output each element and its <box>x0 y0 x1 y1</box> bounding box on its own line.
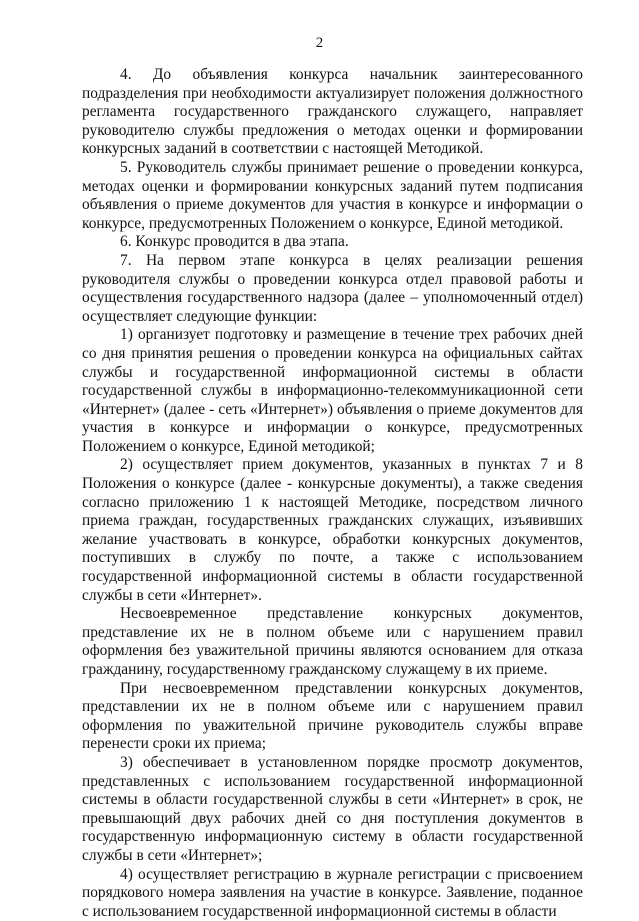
paragraph-7: 7. На первом этапе конкурса в целях реализации решения руководителя службы о проведении конкурса отдел правовой работы и осуществления государственного надзора (далее – уполномоченный отдел) осуществляет следующие функции: <box>82 251 583 325</box>
paragraph-6: 6. Конкурс проводится в два этапа. <box>120 233 349 251</box>
paragraph-7-item-1: 1) организует подготовку и размещение в течение трех рабочих дней со дня принятия решения о проведении конкурса на официальных сайтах службы и государственной информационной системы в области государственной службы в информационно-телекоммуникационной сети «Интернет» (далее - сеть «Интернет») объявления о приеме документов для участия в конкурсе и информации о конкурсе, предусмотренных Положением о конкурсе, Единой методикой; <box>82 326 583 455</box>
paragraph-7-item-4: 4) осуществляет регистрацию в журнале регистрации с присвоением порядкового номера заявления на участие в конкурсе. Заявление, поданное с использованием государственной информационной системы в области <box>82 865 583 920</box>
paragraph-5: 5. Руководитель службы принимает решение о проведении конкурса, методах оценки и формировании конкурсных заданий путем подписания объявления о приеме документов для участия в конкурсе и информации о конкурсе, предусмотренных Положением о конкурсе, Единой методикой. <box>82 158 583 232</box>
paragraph-late-submission: Несвоевременное представление конкурсных документов, представление их не в полном объеме или с нарушением правил оформления без уважительной причины являются основанием для отказа гражданину, государственному гражданскому служащему в их приеме. <box>82 605 583 678</box>
paragraph-valid-reason: При несвоевременном представлении конкурсных документов, представлении их не в полном объеме или с нарушением правил оформления по уважительной причине руководитель службы вправе перенести сроки их приема; <box>82 679 583 753</box>
paragraph-4: 4. До объявления конкурса начальник заинтересованного подразделения при необходимости актуализирует положения должностного регламента государственного гражданского служащего, направляет руководителю службы предложения о методах оценки и формировании конкурсных заданий в соответствии с настоящей Методикой. <box>82 66 583 158</box>
paragraph-7-item-3: 3) обеспечивает в установленном порядке просмотр документов, представленных с использованием государственной информационной системы в области государственной службы в сети «Интернет» в срок, не превышающий двух рабочих дней со дня поступления документов в государственную информационную систему в области государственной службы в сети «Интернет»; <box>82 753 583 864</box>
page-number: 2 <box>315 35 324 51</box>
document-body <box>82 66 583 921</box>
paragraph-7-item-2: 2) осуществляет прием документов, указанных в пунктах 7 и 8 Положения о конкурсе (далее - конкурсные документы), а также сведения согласно приложению 1 к настоящей Методике, посредством личного приема граждан, государственных гражданских служащих, изъявивших желание участвовать в конкурсе, обработки конкурсных документов, поступивших в службу по почте, а также с использованием государственной информационной системы в области государственной службы в сети «Интернет». <box>82 456 583 604</box>
